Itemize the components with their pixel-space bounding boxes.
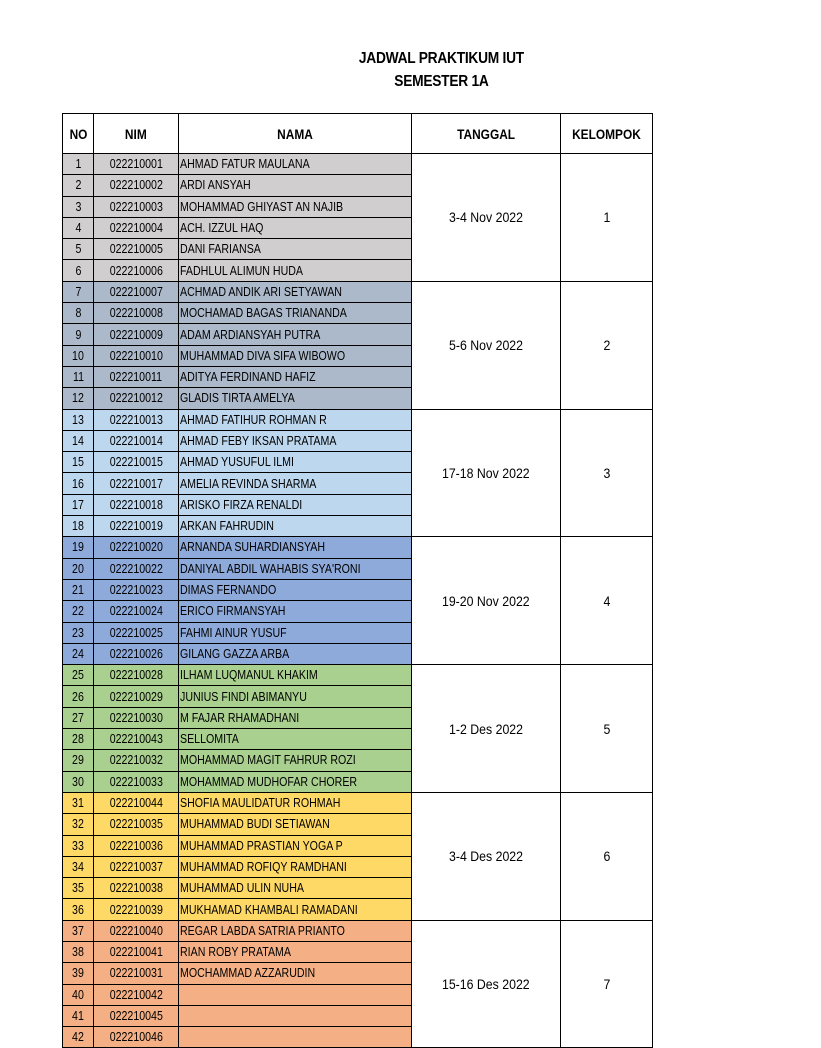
row-nim: 022210002	[94, 175, 179, 196]
row-nim: 022210036	[94, 835, 179, 856]
document-title: JADWAL PRAKTIKUM IUT	[358, 50, 524, 67]
row-nim: 022210005	[94, 239, 179, 260]
row-nama	[179, 1027, 412, 1048]
row-nama: MUHAMMAD DIVA SIFA WIBOWO	[179, 345, 412, 366]
row-nama: ARDI ANSYAH	[179, 175, 412, 196]
row-no: 27	[63, 707, 94, 728]
row-nama: MUKHAMAD KHAMBALI RAMADANI	[179, 899, 412, 920]
schedule-table	[62, 113, 653, 1048]
row-nim: 022210022	[94, 558, 179, 579]
table-row	[63, 154, 653, 175]
row-nim: 022210046	[94, 1027, 179, 1048]
row-nama: DANI FARIANSA	[179, 239, 412, 260]
row-nama: MOHAMMAD GHIYAST AN NAJIB	[179, 196, 412, 217]
row-no: 18	[63, 516, 94, 537]
row-nama: ARNANDA SUHARDIANSYAH	[179, 537, 412, 558]
row-no: 33	[63, 835, 94, 856]
row-nim: 022210030	[94, 707, 179, 728]
row-nim: 022210028	[94, 665, 179, 686]
group-tanggal: 3-4 Des 2022	[412, 792, 561, 920]
row-nim: 022210018	[94, 494, 179, 515]
row-no: 12	[63, 388, 94, 409]
table-row	[63, 920, 653, 941]
row-nama: AHMAD FATUR MAULANA	[179, 154, 412, 175]
row-nama: SHOFIA MAULIDATUR ROHMAH	[179, 792, 412, 813]
row-nim: 022210001	[94, 154, 179, 175]
row-nama: AHMAD FEBY IKSAN PRATAMA	[179, 430, 412, 451]
table-row	[63, 537, 653, 558]
row-nim: 022210020	[94, 537, 179, 558]
row-nim: 022210038	[94, 878, 179, 899]
table-row	[63, 281, 653, 302]
row-no: 39	[63, 963, 94, 984]
row-no: 30	[63, 771, 94, 792]
row-nim: 022210025	[94, 622, 179, 643]
row-nim: 022210029	[94, 686, 179, 707]
row-nim: 022210010	[94, 345, 179, 366]
row-nim: 022210012	[94, 388, 179, 409]
row-no: 13	[63, 409, 94, 430]
group-tanggal: 5-6 Nov 2022	[412, 281, 561, 409]
row-nim: 022210045	[94, 1005, 179, 1026]
header-tanggal: TANGGAL	[412, 114, 561, 154]
row-nama: RIAN ROBY PRATAMA	[179, 941, 412, 962]
row-no: 42	[63, 1027, 94, 1048]
row-nim: 022210035	[94, 814, 179, 835]
group-kelompok: 6	[561, 792, 653, 920]
row-no: 40	[63, 984, 94, 1005]
header-kelompok: KELOMPOK	[561, 114, 653, 154]
row-nama: MUHAMMAD BUDI SETIAWAN	[179, 814, 412, 835]
row-nim: 022210032	[94, 750, 179, 771]
row-nim: 022210011	[94, 366, 179, 387]
row-nim: 022210040	[94, 920, 179, 941]
row-nim: 022210008	[94, 303, 179, 324]
header-no: NO	[63, 114, 94, 154]
row-no: 3	[63, 196, 94, 217]
row-nim: 022210013	[94, 409, 179, 430]
row-no: 5	[63, 239, 94, 260]
group-tanggal: 19-20 Nov 2022	[412, 537, 561, 665]
row-no: 32	[63, 814, 94, 835]
row-no: 24	[63, 643, 94, 664]
row-no: 29	[63, 750, 94, 771]
row-nim: 022210042	[94, 984, 179, 1005]
row-no: 6	[63, 260, 94, 281]
row-nim: 022210043	[94, 729, 179, 750]
row-no: 35	[63, 878, 94, 899]
row-nama: ACHMAD ANDIK ARI SETYAWAN	[179, 281, 412, 302]
row-nama: ADAM ARDIANSYAH PUTRA	[179, 324, 412, 345]
row-no: 23	[63, 622, 94, 643]
row-nim: 022210003	[94, 196, 179, 217]
row-no: 38	[63, 941, 94, 962]
row-nim: 022210044	[94, 792, 179, 813]
row-nim: 022210004	[94, 217, 179, 238]
group-kelompok: 4	[561, 537, 653, 665]
row-nama: MOCHAMAD BAGAS TRIANANDA	[179, 303, 412, 324]
row-nama: GLADIS TIRTA AMELYA	[179, 388, 412, 409]
header-row	[63, 114, 653, 154]
row-no: 9	[63, 324, 94, 345]
row-no: 37	[63, 920, 94, 941]
table-row	[63, 792, 653, 813]
row-nama: GILANG GAZZA ARBA	[179, 643, 412, 664]
row-nama: M FAJAR RHAMADHANI	[179, 707, 412, 728]
row-no: 7	[63, 281, 94, 302]
row-nim: 022210039	[94, 899, 179, 920]
schedule-table-viewport	[62, 113, 652, 1045]
group-kelompok: 3	[561, 409, 653, 537]
table-row	[63, 665, 653, 686]
row-nim: 022210023	[94, 579, 179, 600]
row-no: 15	[63, 452, 94, 473]
row-no: 2	[63, 175, 94, 196]
group-kelompok: 2	[561, 281, 653, 409]
group-kelompok: 7	[561, 920, 653, 1048]
row-nim: 022210009	[94, 324, 179, 345]
row-no: 19	[63, 537, 94, 558]
row-no: 17	[63, 494, 94, 515]
row-no: 31	[63, 792, 94, 813]
row-nama	[179, 1005, 412, 1026]
row-no: 4	[63, 217, 94, 238]
row-nama	[179, 984, 412, 1005]
row-nama: AHMAD FATIHUR ROHMAN R	[179, 409, 412, 430]
row-nama: ARKAN FAHRUDIN	[179, 516, 412, 537]
row-no: 36	[63, 899, 94, 920]
row-nim: 022210017	[94, 473, 179, 494]
schedule-table-body	[63, 154, 653, 1048]
row-no: 34	[63, 856, 94, 877]
row-nim: 022210041	[94, 941, 179, 962]
row-nama: DIMAS FERNANDO	[179, 579, 412, 600]
row-no: 26	[63, 686, 94, 707]
row-nim: 022210037	[94, 856, 179, 877]
row-nama: REGAR LABDA SATRIA PRIANTO	[179, 920, 412, 941]
row-no: 11	[63, 366, 94, 387]
row-nama: ACH. IZZUL HAQ	[179, 217, 412, 238]
row-nama: JUNIUS FINDI ABIMANYU	[179, 686, 412, 707]
row-no: 21	[63, 579, 94, 600]
row-no: 1	[63, 154, 94, 175]
group-tanggal: 17-18 Nov 2022	[412, 409, 561, 537]
group-tanggal: 1-2 Des 2022	[412, 665, 561, 793]
table-row	[63, 409, 653, 430]
row-no: 8	[63, 303, 94, 324]
group-tanggal: 15-16 Des 2022	[412, 920, 561, 1048]
row-no: 10	[63, 345, 94, 366]
row-no: 20	[63, 558, 94, 579]
row-nama: MUHAMMAD ROFIQY RAMDHANI	[179, 856, 412, 877]
row-no: 14	[63, 430, 94, 451]
row-nim: 022210033	[94, 771, 179, 792]
row-nama: ARISKO FIRZA RENALDI	[179, 494, 412, 515]
row-nama: MOHAMMAD MAGIT FAHRUR ROZI	[179, 750, 412, 771]
row-nama: AHMAD YUSUFUL ILMI	[179, 452, 412, 473]
row-nama: MUHAMMAD ULIN NUHA	[179, 878, 412, 899]
row-nama: MOHAMMAD MUDHOFAR CHORER	[179, 771, 412, 792]
group-tanggal: 3-4 Nov 2022	[412, 154, 561, 282]
row-nim: 022210031	[94, 963, 179, 984]
row-nama: ILHAM LUQMANUL KHAKIM	[179, 665, 412, 686]
row-nim: 022210014	[94, 430, 179, 451]
header-nim: NIM	[94, 114, 179, 154]
row-no: 28	[63, 729, 94, 750]
row-nama: ADITYA FERDINAND HAFIZ	[179, 366, 412, 387]
row-no: 16	[63, 473, 94, 494]
header-nama: NAMA	[179, 114, 412, 154]
row-nim: 022210007	[94, 281, 179, 302]
row-nama: DANIYAL ABDIL WAHABIS SYA'RONI	[179, 558, 412, 579]
row-nim: 022210015	[94, 452, 179, 473]
document-subtitle: SEMESTER 1A	[394, 73, 489, 90]
row-no: 22	[63, 601, 94, 622]
row-nama: FAHMI AINUR YUSUF	[179, 622, 412, 643]
row-nama: SELLOMITA	[179, 729, 412, 750]
row-nama: AMELIA REVINDA SHARMA	[179, 473, 412, 494]
row-nama: FADHLUL ALIMUN HUDA	[179, 260, 412, 281]
row-nama: ERICO FIRMANSYAH	[179, 601, 412, 622]
row-no: 41	[63, 1005, 94, 1026]
row-nim: 022210024	[94, 601, 179, 622]
row-no: 25	[63, 665, 94, 686]
row-nama: MUHAMMAD PRASTIAN YOGA P	[179, 835, 412, 856]
row-nim: 022210026	[94, 643, 179, 664]
row-nama: MOCHAMMAD AZZARUDIN	[179, 963, 412, 984]
row-nim: 022210006	[94, 260, 179, 281]
row-nim: 022210019	[94, 516, 179, 537]
group-kelompok: 5	[561, 665, 653, 793]
group-kelompok: 1	[561, 154, 653, 282]
